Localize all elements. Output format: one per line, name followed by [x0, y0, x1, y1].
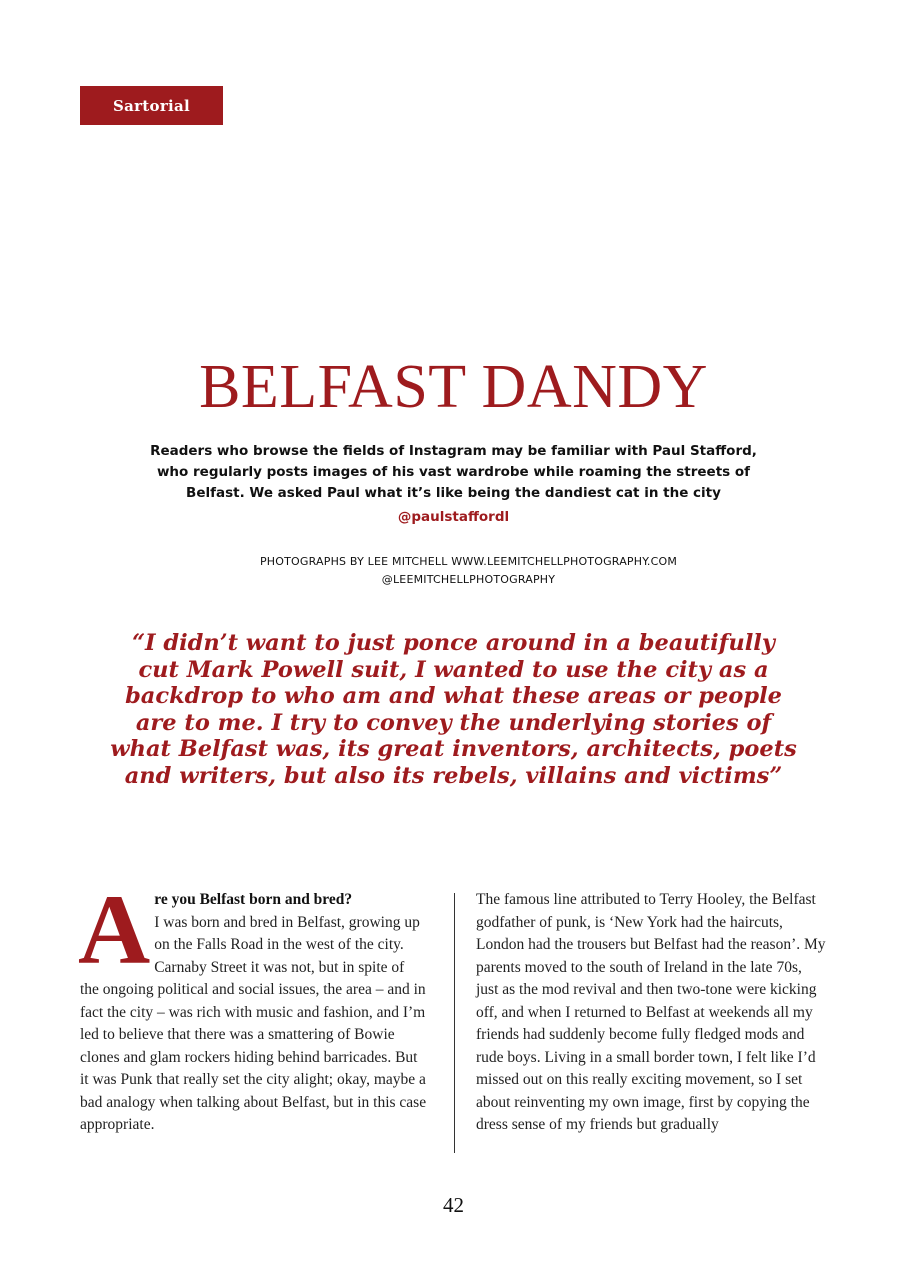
body-column-left — [78, 874, 427, 1137]
standfirst: Readers who browse the fields of Instagram may be familiar with Paul Stafford, who regularly posts images of his vast wardrobe while roaming the streets of Belfast. We asked Paul what it’s like being the dandiest cat in the city — [150, 443, 757, 501]
photo-credits-line-1: PHOTOGRAPHS BY LEE MITCHELL WWW.LEEMITCHELLPHOTOGRAPHY.COM — [259, 555, 678, 568]
photo-credits-line-2: @LEEMITCHELLPHOTOGRAPHY — [381, 573, 556, 586]
article-title: BELFAST DANDY — [199, 353, 708, 421]
interview-question: re you Belfast born and bred? — [154, 891, 353, 908]
page-number: 42 — [443, 1193, 464, 1217]
instagram-handle: @paulstaffordl — [397, 509, 510, 525]
pull-quote: “I didn’t want to just ponce around in a beautifully cut Mark Powell suit, I wanted to use the city as a backdrop to who am and what these areas or people are to me. I try to convey the underlying stories of what Belfast was, its great inventors, architects, poets and writers, but also its rebels, villains and victims” — [110, 630, 797, 789]
body-text-right: The famous line attributed to Terry Hooley, the Belfast godfather of punk, is ‘New York had the haircuts, London had the trousers but Belfast had the reason’. My parents moved to the south of Ireland in the late 70s, just as the mod revival and then two-tone were kicking off, and when I returned to Belfast at weekends all my friends had suddenly become fully fledged mods and rude boys. Living in a small border town, I felt like I’d missed out on this really exciting movement, so I set about reinventing my own image, first by copying the dress sense of my friends but gradually — [476, 891, 826, 1133]
interview-answer: I was born and bred in Belfast, growing up on the Falls Road in the west of the city. Carnaby Street it was not, but in spite of the ongoing political and social issues, the area – and in fact the city – was rich with music and fashion, and I’m led to believe that there was a smattering of Bowie clones and glam rockers hiding behind barricades. But it was Punk that really set the city alight; okay, maybe a bad analogy when talking about Belfast, but in this case appropriate. — [80, 913, 427, 1133]
body-column-right — [476, 889, 828, 1137]
section-tag: Sartorial — [80, 86, 223, 125]
drop-cap: A — [78, 874, 151, 985]
photo-credits — [200, 553, 737, 589]
column-divider — [454, 893, 455, 1153]
